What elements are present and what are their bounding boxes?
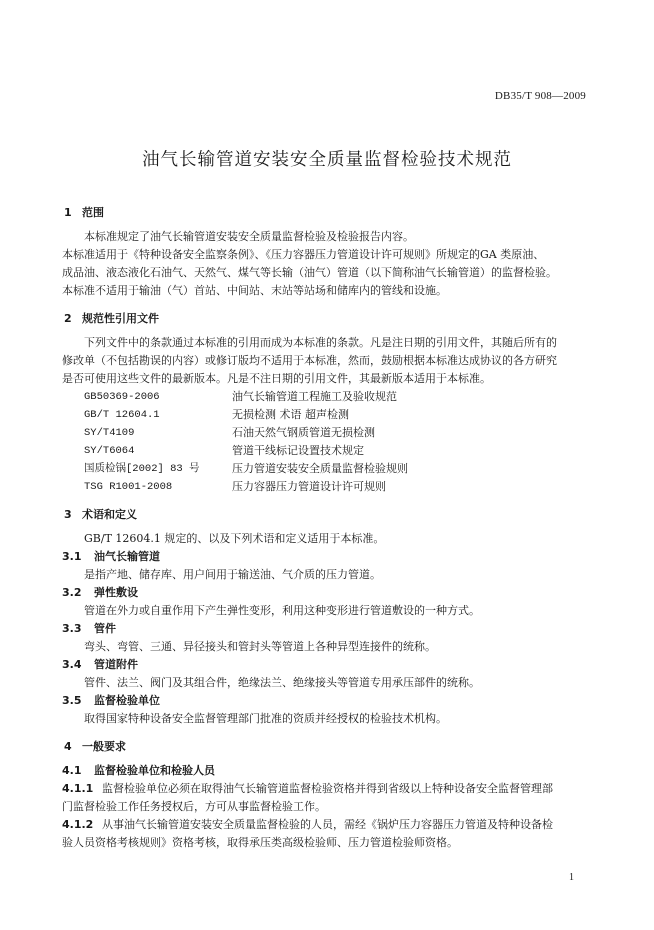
term-heading — [62, 656, 592, 674]
section-title: 规范性引用文件 — [82, 312, 159, 325]
term-number: 3.5 — [62, 694, 82, 707]
term-heading — [62, 548, 592, 566]
term-name: 管道附件 — [94, 658, 138, 671]
term-definition: 弯头、弯管、三通、异径接头和管封头等管道上各种异型连接件的统称。 — [84, 640, 436, 653]
reference-row — [62, 406, 592, 424]
reference-code: GB50369-2006 — [84, 391, 160, 403]
reference-name: 压力管道安装安全质量监督检验规则 — [232, 462, 408, 475]
section-number: 2 — [64, 312, 72, 325]
term-number: 3.3 — [62, 622, 82, 635]
paragraph: 本标准不适用于输油（气）首站、中间站、末站等站场和储库内的管线和设施。 — [62, 284, 447, 297]
reference-code: SY/T6064 — [84, 445, 135, 457]
section-1-heading — [62, 204, 592, 222]
reference-code: GB/T 12604.1 — [84, 409, 160, 421]
term-definition: 是指产地、储存库、用户间用于输送油、气介质的压力管道。 — [84, 568, 381, 581]
standard-number: DB35/T 908—2009 — [494, 90, 586, 102]
reference-name: 管道干线标记设置技术规定 — [232, 444, 364, 457]
section-number: 4 — [64, 740, 72, 753]
paragraph: GB/T 12604.1 规定的、以及下列术语和定义适用于本标准。 — [84, 532, 385, 545]
clause-number: 4.1.1 — [62, 782, 94, 795]
section-4-heading — [62, 738, 592, 756]
subsection-number: 4.1 — [62, 764, 82, 777]
document-title: 油气长输管道安装安全质量监督检验技术规范 — [142, 150, 512, 170]
term-name: 监督检验单位 — [94, 694, 160, 707]
term-heading — [62, 620, 592, 638]
term-number: 3.1 — [62, 550, 82, 563]
term-name: 弹性敷设 — [94, 586, 138, 599]
term-heading — [62, 584, 592, 602]
term-name: 油气长输管道 — [94, 550, 160, 563]
reference-name: 油气长输管道工程施工及验收规范 — [232, 390, 397, 403]
section-3-heading — [62, 506, 592, 524]
reference-row — [62, 478, 592, 496]
clause-line — [62, 816, 592, 834]
reference-row — [62, 424, 592, 442]
clause-text: 从事油气长输管道安装安全质量监督检验的人员，需经《锅炉压力容器压力管道及特种设备检 — [102, 818, 553, 831]
paragraph-line: 下列文件中的条款通过本标准的引用而成为本标准的条款。凡是注日期的引用文件，其随后所有的 — [84, 336, 557, 349]
paragraph-line: 成品油、液态液化石油气、天然气、煤气等长输（油气）管道（以下简称油气长输管道）的监督检验。 — [62, 266, 557, 279]
subsection-heading — [62, 762, 592, 780]
term-heading — [62, 692, 592, 710]
reference-row — [62, 442, 592, 460]
paragraph-line: 本标准适用于《特种设备安全监察条例》、《压力容器压力管道设计许可规则》所规定的GA 类原油、 — [62, 248, 545, 261]
paragraph-line: 修改单（不包括勘误的内容）或修订版均不适用于本标准，然而，鼓励根据本标准达成协议的各方研究 — [62, 354, 557, 367]
clause-text: 监督检验单位必须在取得油气长输管道监督检验资格并得到省级以上特种设备安全监督管理部 — [102, 782, 553, 795]
paragraph-line: 是否可使用这些文件的最新版本。凡是不注日期的引用文件，其最新版本适用于本标准。 — [62, 372, 491, 385]
clause-number: 4.1.2 — [62, 818, 94, 831]
section-title: 术语和定义 — [82, 508, 137, 521]
reference-code: SY/T4109 — [84, 427, 135, 439]
reference-name: 压力容器压力管道设计许可规则 — [232, 480, 386, 493]
section-title: 一般要求 — [82, 740, 126, 753]
clause-line: 验人员资格考核规则》资格考核，取得承压类高级检验师、压力管道检验师资格。 — [62, 836, 458, 849]
reference-name: 石油天然气钢质管道无损检测 — [232, 426, 375, 439]
term-definition: 取得国家特种设备安全监督管理部门批准的资质并经授权的检验技术机构。 — [84, 712, 447, 725]
reference-name: 无损检测 术语 超声检测 — [232, 408, 349, 421]
clause-line: 门监督检验工作任务授权后，方可从事监督检验工作。 — [62, 800, 326, 813]
term-definition: 管件、法兰、阀门及其组合件，绝缘法兰、绝缘接头等管道专用承压部件的统称。 — [84, 676, 480, 689]
subsection-title: 监督检验单位和检验人员 — [94, 764, 215, 777]
clause-line — [62, 780, 592, 798]
section-2-heading — [62, 310, 592, 328]
term-number: 3.4 — [62, 658, 82, 671]
page-number: 1 — [569, 872, 574, 883]
term-name: 管件 — [94, 622, 116, 635]
paragraph: 本标准规定了油气长输管道安装安全质量监督检验及检验报告内容。 — [84, 230, 414, 243]
reference-code: 国质检锅[2002] 83 号 — [84, 463, 200, 475]
term-definition: 管道在外力或自重作用下产生弹性变形，利用这种变形进行管道敷设的一种方式。 — [84, 604, 480, 617]
section-number: 3 — [64, 508, 72, 521]
section-number: 1 — [64, 206, 72, 219]
reference-row — [62, 388, 592, 406]
section-title: 范围 — [82, 206, 104, 219]
reference-row — [62, 460, 592, 478]
term-number: 3.2 — [62, 586, 82, 599]
reference-code: TSG R1001-2008 — [84, 481, 173, 493]
document-body — [62, 204, 592, 852]
